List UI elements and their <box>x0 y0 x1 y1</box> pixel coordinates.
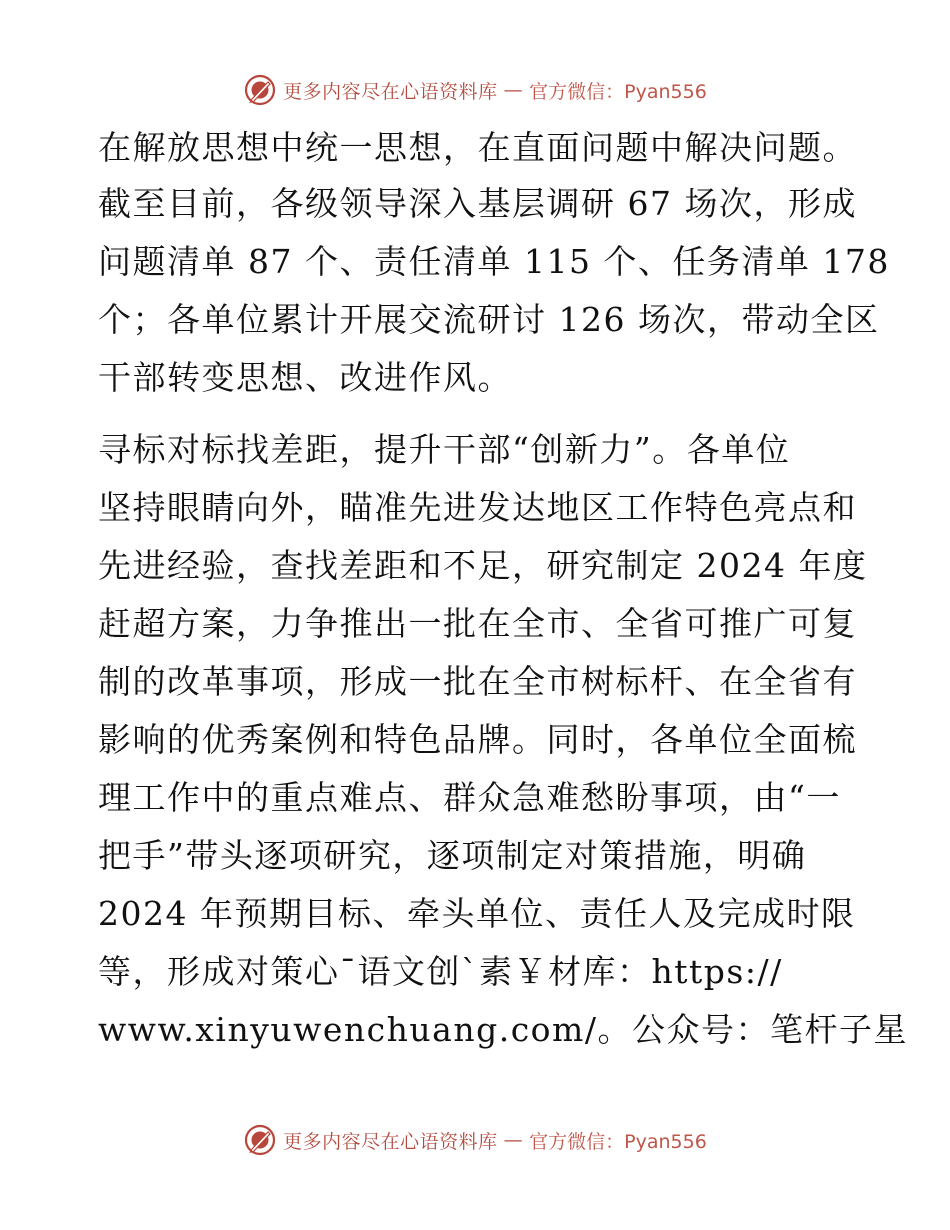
text-line-6: 寻标对标找差距，提升干部“创新力”。各单位 <box>98 430 791 469</box>
text-line-2: 截至目前，各级领导深入基层调研 67 场次，形成 <box>98 184 857 223</box>
text-line-13: 把手”带头逐项研究，逐项制定对策措施，明确 <box>98 836 807 875</box>
text-line-14: 2024 年预期目标、牵头单位、责任人及完成时限 <box>98 894 856 933</box>
text-line-12: 理工作中的重点难点、群众急难愁盼事项，由“一 <box>98 778 841 817</box>
text-line-4: 个；各单位累计开展交流研讨 126 场次，带动全区 <box>98 300 880 339</box>
header-wechat-text: 官方微信：Pyan556 <box>529 80 707 103</box>
header-brand-text: 更多内容尽在心语资料库 <box>283 80 498 103</box>
footer-brand-text: 更多内容尽在心语资料库 <box>283 1130 498 1153</box>
text-line-7: 坚持眼睛向外，瞄准先进发达地区工作特色亮点和 <box>98 488 857 527</box>
text-line-9: 赶超方案，力争推出一批在全市、全省可推广可复 <box>98 604 857 643</box>
header-separator: — <box>503 79 524 101</box>
text-line-15: 等，形成对策心¯语文创`素￥材库：https:// <box>98 952 783 991</box>
text-line-11: 影响的优秀案例和特色品牌。同时，各单位全面梳 <box>98 720 857 759</box>
footer-wechat-text: 官方微信：Pyan556 <box>529 1130 707 1153</box>
text-line-5: 干部转变思想、改进作风。 <box>98 358 512 397</box>
footer-separator: — <box>503 1129 524 1151</box>
pen-logo-icon <box>243 73 277 107</box>
text-line-16: www.xinyuwenchuang.com/。公众号：笔杆子星 <box>98 1010 908 1049</box>
text-line-3: 问题清单 87 个、责任清单 115 个、任务清单 178 <box>98 242 890 281</box>
footer-banner <box>0 1123 950 1157</box>
text-line-1: 在解放思想中统一思想，在直面问题中解决问题。 <box>98 128 857 167</box>
header-banner <box>0 73 950 107</box>
text-line-8: 先进经验，查找差距和不足，研究制定 2024 年度 <box>98 546 868 585</box>
text-line-10: 制的改革事项，形成一批在全市树标杆、在全省有 <box>98 662 857 701</box>
pen-logo-icon <box>243 1123 277 1157</box>
